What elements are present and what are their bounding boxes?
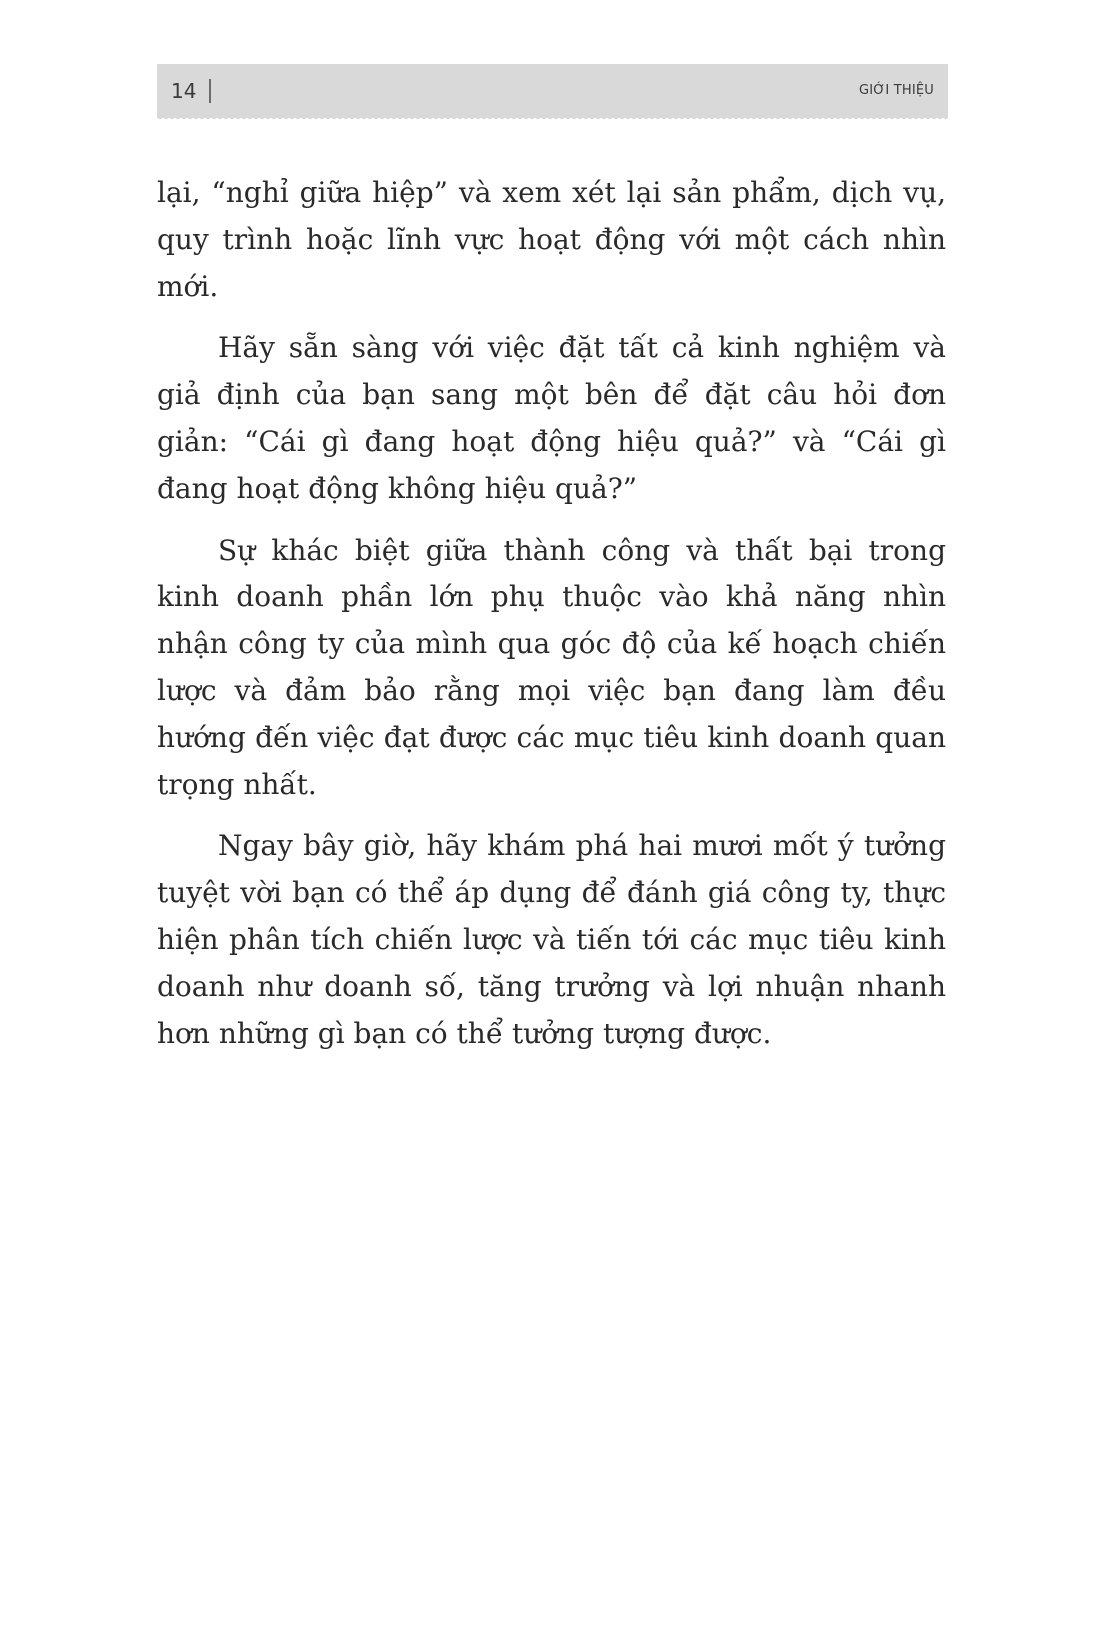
header-divider: [209, 79, 211, 103]
paragraph-continued: lại, “nghỉ giữa hiệp” và xem xét lại sản phẩm, dịch vụ, quy trình hoặc lĩnh vực hoạt động với một cách nhìn mới.: [157, 176, 946, 303]
body-text: [157, 170, 946, 1072]
paragraph: Hãy sẵn sàng với việc đặt tất cả kinh nghiệm và giả định của bạn sang một bên để đặt câu hỏi đơn giản: “Cái gì đang hoạt động hiệu quả?” và “Cái gì đang hoạt động không hiệu quả?”: [157, 331, 946, 505]
paragraph: Sự khác biệt giữa thành công và thất bại trong kinh doanh phần lớn phụ thuộc vào khả năng nhìn nhận công ty của mình qua góc độ của kế hoạch chiến lược và đảm bảo rằng mọi việc bạn đang làm đều hướng đến việc đạt được các mục tiêu kinh doanh quan trọng nhất.: [157, 533, 946, 801]
page-header: [157, 64, 948, 118]
paragraph: Ngay bây giờ, hãy khám phá hai mươi mốt ý tưởng tuyệt vời bạn có thể áp dụng để đánh giá công ty, thực hiện phân tích chiến lược và tiến tới các mục tiêu kinh doanh như doanh số, tăng trưởng và lợi nhuận nhanh hơn những gì bạn có thể tưởng tượng được.: [157, 829, 946, 1050]
page-number: 14: [171, 79, 197, 103]
running-title: GIỚI THIỆU: [858, 83, 934, 98]
